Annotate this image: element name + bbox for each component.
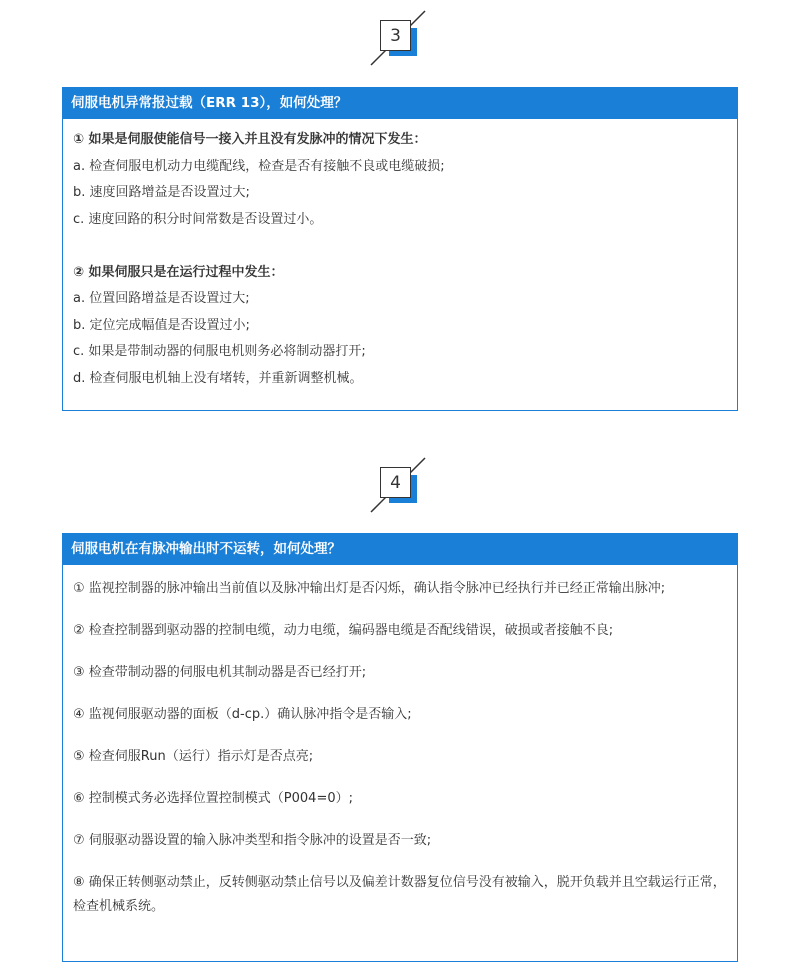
- section-number: 3: [380, 20, 411, 51]
- part2-item: b. 定位完成幅值是否设置过小;: [73, 317, 250, 333]
- section-4-panel: [62, 533, 738, 962]
- section-3-body: [63, 119, 737, 402]
- section-3-badge: [368, 8, 428, 68]
- part1-item: b. 速度回路增益是否设置过大;: [73, 185, 250, 200]
- list-item: ③ 检查带制动器的伺服电机其制动器是否已经打开;: [73, 665, 367, 680]
- part1-heading: ① 如果是伺服使能信号一接入并且没有发脉冲的情况下发生：: [73, 132, 427, 147]
- section-3-title: 伺服电机异常报过载（ERR 13），如何处理？: [63, 88, 737, 119]
- list-item: ⑤ 检查伺服Run（运行）指示灯是否点亮;: [73, 749, 314, 764]
- part2-item: d. 检查伺服电机轴上没有堵转，并重新调整机械。: [73, 370, 363, 386]
- list-item: ⑧ 确保正转侧驱动禁止，反转侧驱动禁止信号以及偏差计数器复位信号没有被输入，脱开负载并且空载运行正常，检查机械系统。: [73, 875, 726, 914]
- section-4-badge: [368, 455, 428, 515]
- part1-item: c. 速度回路的积分时间常数是否设置过小。: [73, 211, 323, 227]
- list-item: ⑥ 控制模式务必选择位置控制模式（P004=0）;: [73, 791, 353, 806]
- part2-heading: ② 如果伺服只是在运行过程中发生：: [73, 264, 284, 280]
- spacer: [73, 233, 727, 260]
- section-4-body: [63, 565, 737, 929]
- section-number: 4: [380, 467, 411, 498]
- list-item: ④ 监视伺服驱动器的面板（d-cp.）确认脉冲指令是否输入;: [73, 707, 412, 722]
- list-item: ① 监视控制器的脉冲输出当前值以及脉冲输出灯是否闪烁，确认指令脉冲已经执行并已经正常输出脉冲;: [73, 581, 666, 596]
- list-item: ② 检查控制器到驱动器的控制电缆，动力电缆，编码器电缆是否配线错误，破损或者接触不良;: [73, 623, 614, 638]
- section-4-title: 伺服电机在有脉冲输出时不运转，如何处理？: [63, 534, 737, 565]
- section-3-panel: [62, 87, 738, 411]
- part1-item: a. 检查伺服电机动力电缆配线，检查是否有接触不良或电缆破损;: [73, 158, 445, 174]
- part2-item: c. 如果是带制动器的伺服电机则务必将制动器打开;: [73, 344, 366, 359]
- part2-item: a. 位置回路增益是否设置过大;: [73, 291, 250, 306]
- list-item: ⑦ 伺服驱动器设置的输入脉冲类型和指令脉冲的设置是否一致;: [73, 833, 432, 848]
